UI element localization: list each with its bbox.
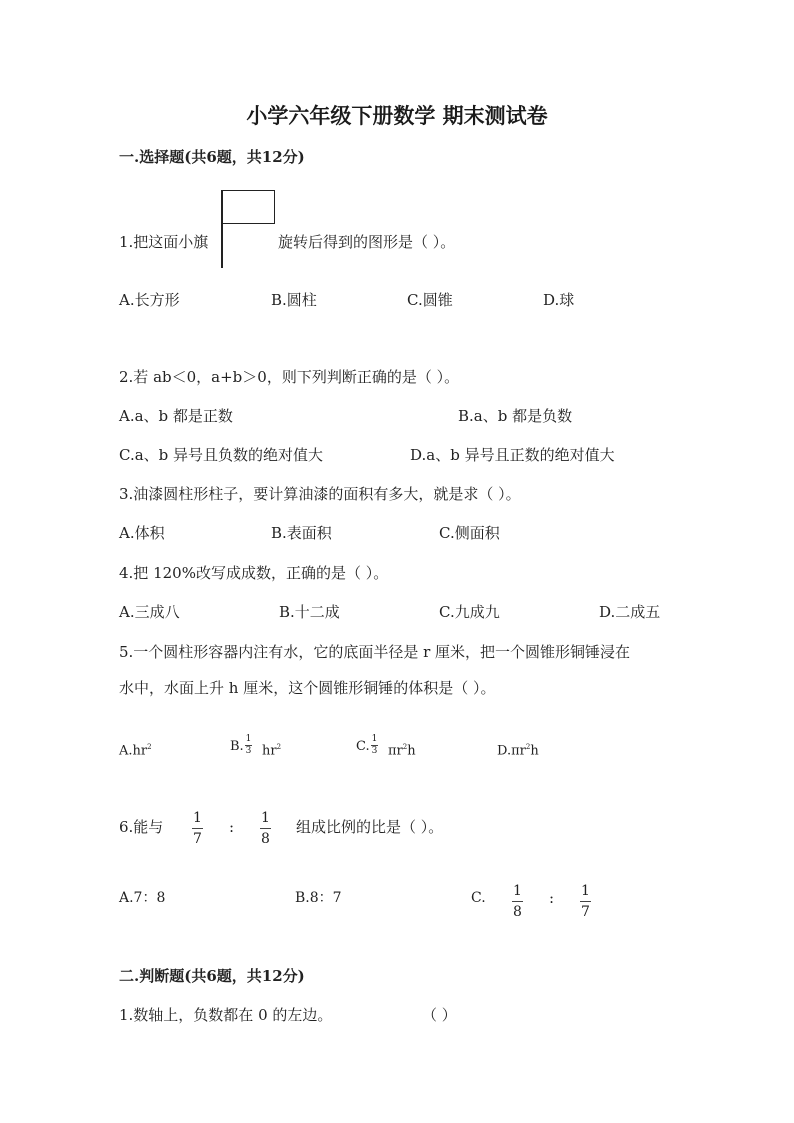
q5-option-c[interactable] <box>356 737 370 757</box>
q5-option-c-term <box>388 737 416 761</box>
q5-option-b-label: B. <box>230 739 244 754</box>
q5-option-c-label: C. <box>356 739 370 754</box>
q3-text: 3.油漆圆柱形柱子，要计算油漆的面积有多大，就是求（ ）。 <box>119 485 521 503</box>
section-heading-judge: 二.判断题(共6题，共12分) <box>119 967 305 985</box>
q5-option-a-text: A.hr <box>119 743 148 759</box>
section-heading-choice: 一.选择题(共6题，共12分) <box>119 148 305 166</box>
q5-option-b-term <box>262 737 281 761</box>
q6-option-b[interactable]: B.8：7 <box>295 890 342 906</box>
q5-option-c-var: πr <box>388 743 403 759</box>
fraction-numerator: 1 <box>371 734 378 744</box>
q6-text-suffix: 组成比例的比是（ ）。 <box>296 818 444 836</box>
fraction-denominator: 3 <box>371 746 378 756</box>
q4-option-d[interactable]: D.二成五 <box>599 603 661 621</box>
fraction-denominator: 8 <box>513 904 522 920</box>
q6-fraction-1 <box>192 810 203 847</box>
q5-option-d-exp: 2 <box>525 743 531 751</box>
fraction-numerator: 1 <box>581 883 590 899</box>
q5-option-b-exp: 2 <box>276 743 282 751</box>
q5-text-line1: 5.一个圆柱形容器内注有水，它的底面半径是 r 厘米，把一个圆锥形铜锤浸在 <box>119 643 631 661</box>
q1-option-d[interactable]: D.球 <box>543 291 575 309</box>
q3-option-a[interactable]: A.体积 <box>119 524 165 542</box>
page-title: 小学六年级下册数学 期末测试卷 <box>246 103 548 128</box>
q5-option-a[interactable] <box>119 737 152 761</box>
q5-option-b[interactable] <box>230 737 244 757</box>
q1-option-c[interactable]: C.圆锥 <box>407 291 453 309</box>
q3-option-b[interactable]: B.表面积 <box>271 524 332 542</box>
q2-option-c[interactable]: C.a、b 异号且负数的绝对值大 <box>119 446 324 464</box>
q5-option-c-tail: h <box>407 743 416 759</box>
q4-option-a[interactable]: A.三成八 <box>119 603 180 621</box>
q1-text-suffix: 旋转后得到的图形是（ ）。 <box>278 233 456 251</box>
q4-text: 4.把 120%改写成成数，正确的是（ ）。 <box>119 564 389 582</box>
q5-option-b-var: hr <box>262 743 277 759</box>
q6-ratio-colon: : <box>229 818 235 836</box>
q6-option-c-fraction-1 <box>512 883 523 920</box>
judge-q1-text: 1.数轴上，负数都在 0 的左边。 <box>119 1006 333 1024</box>
q5-option-d-text: D.πr <box>497 743 526 759</box>
fraction-numerator: 1 <box>193 810 202 826</box>
q4-option-b[interactable]: B.十二成 <box>279 603 340 621</box>
fraction-denominator: 8 <box>261 831 270 847</box>
q2-text: 2.若 ab＜0，a+b＞0，则下列判断正确的是（ ）。 <box>119 368 460 386</box>
q6-option-c-fraction-2 <box>580 883 591 920</box>
q6-option-a[interactable]: A.7：8 <box>119 890 166 906</box>
q5-text-line2: 水中，水面上升 h 厘米，这个圆锥形铜锤的体积是（ ）。 <box>119 679 496 697</box>
q5-option-a-exp: 2 <box>147 743 152 751</box>
q5-option-c-fraction <box>371 735 378 756</box>
fraction-numerator: 1 <box>513 883 522 899</box>
judge-q1-blank[interactable]: （ ） <box>422 1006 457 1024</box>
q5-option-b-fraction <box>245 735 252 756</box>
flag-pole <box>221 190 223 268</box>
q6-option-c-colon: : <box>549 889 555 907</box>
q4-option-c[interactable]: C.九成九 <box>439 603 500 621</box>
flag-shape <box>221 190 275 224</box>
q5-option-c-exp: 2 <box>402 743 408 751</box>
fraction-denominator: 3 <box>245 746 252 756</box>
fraction-denominator: 7 <box>581 904 590 920</box>
q5-option-d-tail: h <box>530 743 539 759</box>
q2-option-a[interactable]: A.a、b 都是正数 <box>119 407 233 425</box>
fraction-denominator: 7 <box>193 831 202 847</box>
fraction-numerator: 1 <box>245 734 252 744</box>
q1-option-b[interactable]: B.圆柱 <box>271 291 317 309</box>
fraction-numerator: 1 <box>261 810 270 826</box>
q3-option-c[interactable]: C.侧面积 <box>439 524 500 542</box>
q6-option-c[interactable]: C. <box>471 890 486 906</box>
q2-option-b[interactable]: B.a、b 都是负数 <box>458 407 573 425</box>
q1-option-a[interactable]: A.长方形 <box>119 291 180 309</box>
q6-text-prefix: 6.能与 <box>119 818 164 836</box>
q5-option-d[interactable] <box>497 737 539 761</box>
q6-fraction-2 <box>260 810 271 847</box>
q1-text-prefix: 1.把这面小旗 <box>119 233 209 251</box>
q2-option-d[interactable]: D.a、b 异号且正数的绝对值大 <box>410 446 615 464</box>
